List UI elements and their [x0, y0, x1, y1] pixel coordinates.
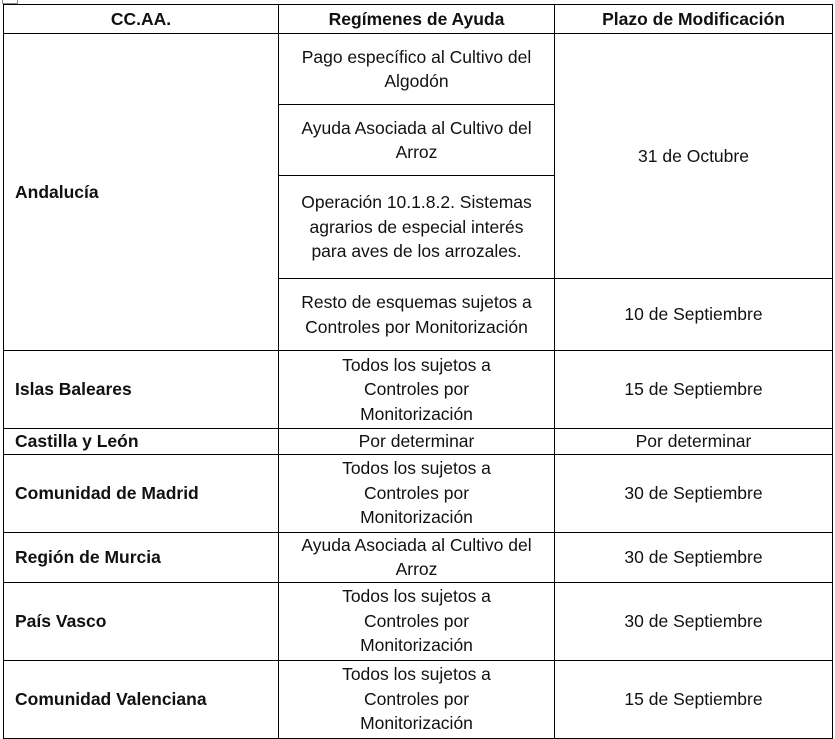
deadline-cell: Por determinar: [555, 429, 833, 455]
regime-cell: Todos los sujetos a Controles por Monitorización: [279, 660, 555, 738]
regime-cell: Ayuda Asociada al Cultivo del Arroz: [279, 105, 555, 176]
regime-cell: Por determinar: [279, 429, 555, 455]
deadline-cell: 10 de Septiembre: [555, 279, 833, 351]
regime-cell: Ayuda Asociada al Cultivo del Arroz: [279, 532, 555, 582]
regime-cell: Todos los sujetos a Controles por Monitorización: [279, 454, 555, 532]
header-regimes: Regímenes de Ayuda: [279, 5, 555, 34]
header-deadline: Plazo de Modificación: [555, 5, 833, 34]
ccaa-cell: Castilla y León: [4, 429, 279, 455]
regime-cell: Resto de esquemas sujetos a Controles por Monitorización: [279, 279, 555, 351]
deadline-cell: 31 de Octubre: [555, 34, 833, 279]
ccaa-cell: Andalucía: [4, 34, 279, 351]
table-row: [4, 660, 833, 738]
deadline-cell: 15 de Septiembre: [555, 351, 833, 429]
table-row: [4, 429, 833, 455]
ccaa-cell: Comunidad Valenciana: [4, 660, 279, 738]
regime-cell: Pago específico al Cultivo del Algodón: [279, 34, 555, 105]
table-row: [4, 532, 833, 582]
table-row: [4, 34, 833, 105]
deadlines-table: [3, 4, 833, 739]
deadline-cell: 15 de Septiembre: [555, 660, 833, 738]
table-row: [4, 351, 833, 429]
regime-cell: Todos los sujetos a Controles por Monitorización: [279, 351, 555, 429]
header-ccaa: CC.AA.: [4, 5, 279, 34]
regime-cell: Todos los sujetos a Controles por Monitorización: [279, 582, 555, 660]
header-row: [4, 5, 833, 34]
deadline-cell: 30 de Septiembre: [555, 582, 833, 660]
table-row: [4, 454, 833, 532]
ccaa-cell: País Vasco: [4, 582, 279, 660]
deadline-cell: 30 de Septiembre: [555, 532, 833, 582]
deadline-cell: 30 de Septiembre: [555, 454, 833, 532]
ccaa-cell: Región de Murcia: [4, 532, 279, 582]
ccaa-cell: Comunidad de Madrid: [4, 454, 279, 532]
ccaa-cell: Islas Baleares: [4, 351, 279, 429]
regime-cell: Operación 10.1.8.2. Sistemas agrarios de especial interés para aves de los arrozales.: [279, 176, 555, 279]
table-row: [4, 582, 833, 660]
